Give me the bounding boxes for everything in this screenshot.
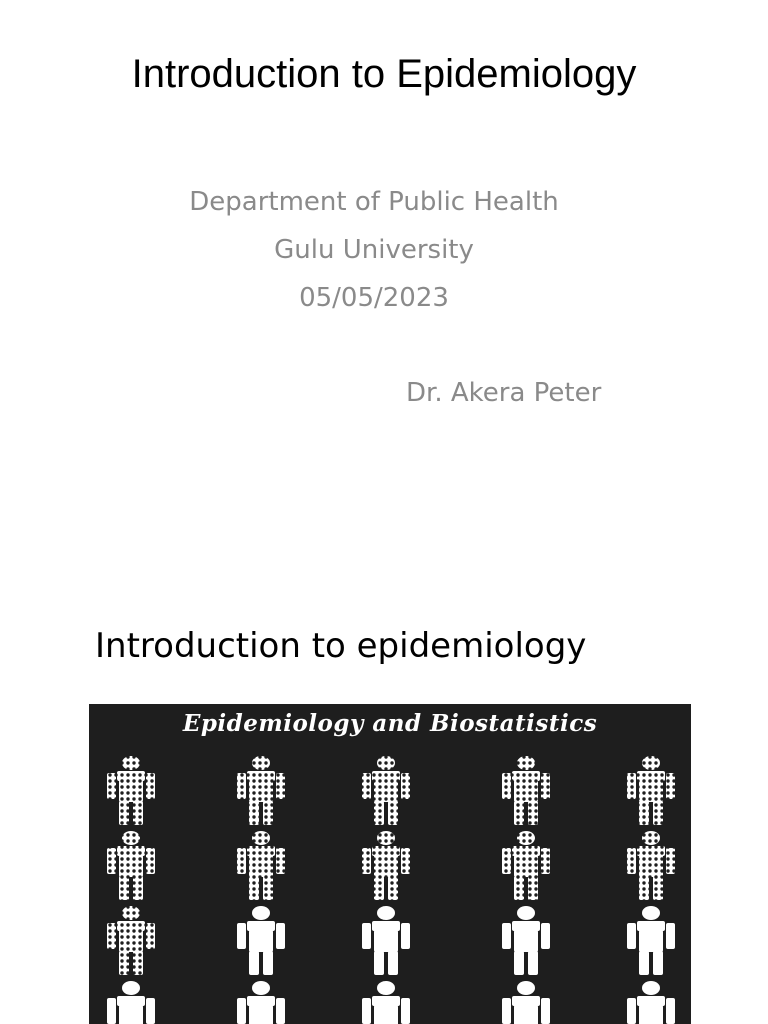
human-figure-icon [237, 831, 285, 900]
human-figure-icon [502, 756, 550, 825]
university-name: Gulu University [274, 235, 474, 265]
human-figure-icon [362, 906, 410, 975]
slide-introduction [0, 560, 768, 1024]
human-figure-icon [362, 756, 410, 825]
human-figure-icon [107, 756, 155, 825]
human-figure-icon [502, 831, 550, 900]
human-figure-icon [502, 906, 550, 975]
human-figures-grid [89, 748, 691, 1024]
presentation-date: 05/05/2023 [299, 283, 449, 313]
human-figure-icon [362, 831, 410, 900]
book-cover-title: Epidemiology and Biostatistics [182, 710, 598, 737]
slide-heading: Introduction to epidemiology [95, 626, 587, 666]
slide-title-heading: Introduction to Epidemiology [131, 52, 637, 96]
human-figure-icon [627, 756, 675, 825]
human-figure-icon [107, 981, 155, 1024]
book-cover-image [89, 704, 691, 1024]
human-figure-icon [107, 831, 155, 900]
human-figure-icon [237, 906, 285, 975]
human-figure-icon [107, 906, 155, 975]
department-name: Department of Public Health [189, 187, 559, 217]
human-figure-icon [502, 981, 550, 1024]
human-figure-icon [237, 981, 285, 1024]
human-figure-icon [237, 756, 285, 825]
human-figure-icon [362, 981, 410, 1024]
human-figure-icon [627, 906, 675, 975]
human-figure-icon [627, 831, 675, 900]
human-figure-icon [627, 981, 675, 1024]
author-name: Dr. Akera Peter [406, 378, 602, 408]
